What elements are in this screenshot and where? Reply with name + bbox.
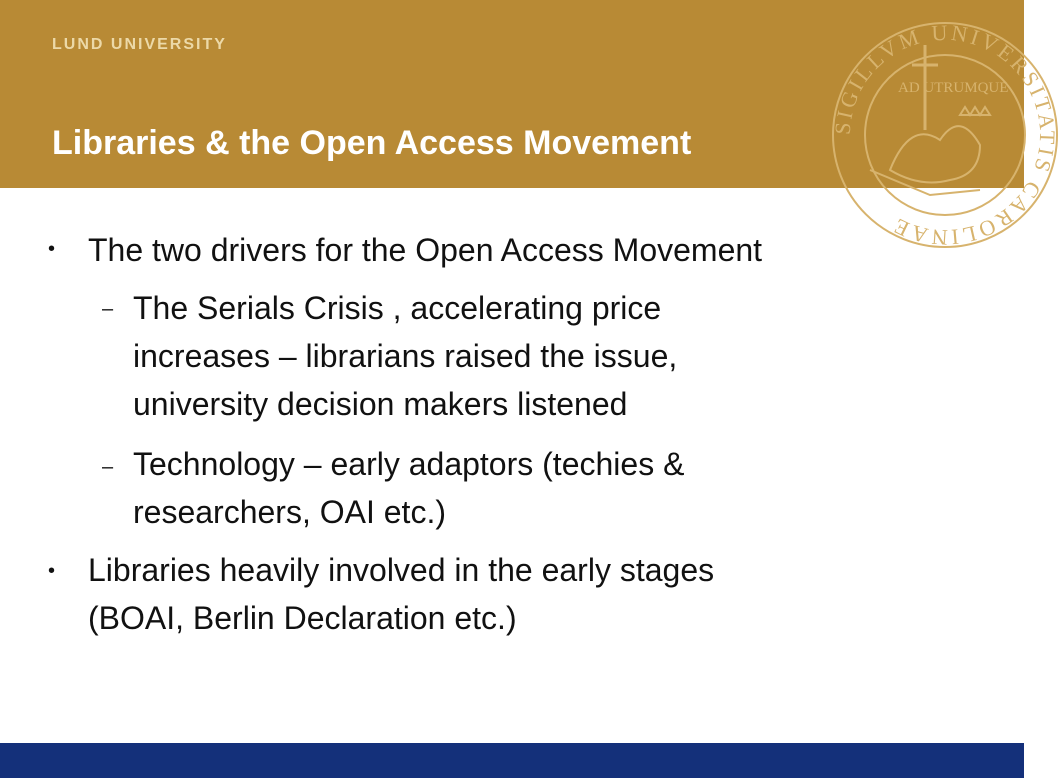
bullet-2-line-1: Libraries heavily involved in the early stages bbox=[88, 552, 715, 588]
slide-title: Libraries & the Open Access Movement bbox=[52, 124, 692, 162]
university-name: LUND UNIVERSITY bbox=[52, 36, 227, 53]
sub-bullet-2-line-1: Technology – early adaptors (techies & bbox=[133, 446, 685, 482]
sub-bullet-1-line-1: The Serials Crisis , accelerating price bbox=[133, 290, 662, 326]
svg-text:SIGILLVM UNIVERSITATIS CAROLIN: SIGILLVM UNIVERSITATIS CAROLINAE bbox=[830, 20, 1060, 250]
slide-footer-bar bbox=[0, 743, 1024, 778]
slide-body bbox=[0, 188, 1024, 743]
sub-bullet-2-line-2: researchers, OAI etc.) bbox=[133, 494, 446, 530]
bullet-2-line-2: (BOAI, Berlin Declaration etc.) bbox=[88, 600, 517, 636]
en-dash-icon: – bbox=[102, 298, 114, 320]
bullet-1-text: The two drivers for the Open Access Movement bbox=[88, 232, 763, 268]
bullet-dot-icon: • bbox=[48, 560, 56, 582]
sub-bullet-1-line-2: increases – librarians raised the issue, bbox=[133, 338, 678, 374]
sub-bullet-1-line-3: university decision makers listened bbox=[133, 386, 628, 422]
svg-text:AD UTRUMQUE: AD UTRUMQUE bbox=[898, 80, 1009, 96]
en-dash-icon: – bbox=[102, 456, 114, 478]
bullet-dot-icon: • bbox=[48, 238, 56, 260]
